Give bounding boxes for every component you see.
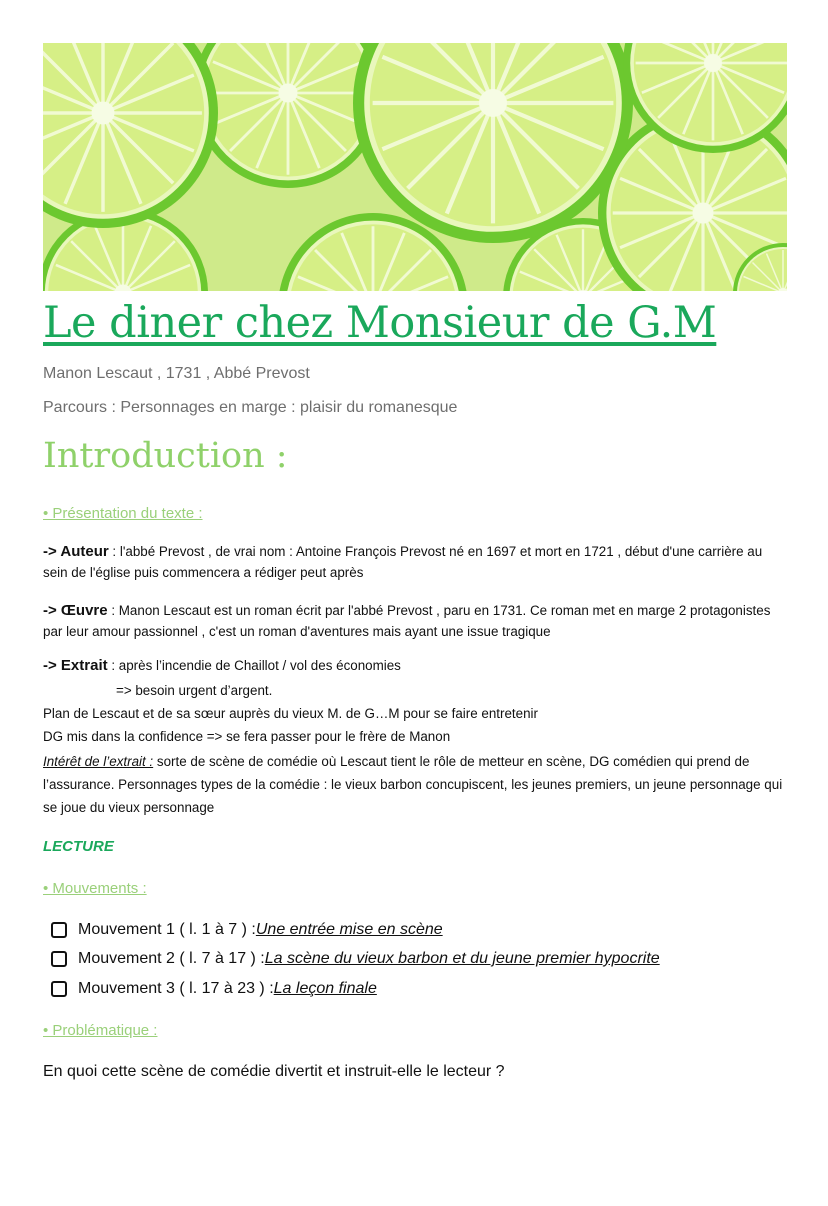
work-subtitle: Manon Lescaut , 1731 , Abbé Prevost — [43, 365, 310, 382]
checkbox-icon[interactable] — [51, 981, 67, 997]
checkbox-icon[interactable] — [51, 922, 67, 938]
interet-text: sorte de scène de comédie où Lescaut tient le rôle de metteur en scène, DG comédien qui prend de l’assurance. Personnages types de la comédie : le vieux barbon concupiscent, les jeunes premiers, un jeune personnage qui se joue du vieux personnage — [43, 754, 783, 815]
auteur-paragraph — [43, 541, 787, 583]
extrait-label: -> Extrait — [43, 657, 108, 674]
lecture-heading: LECTURE — [43, 838, 114, 855]
mouvement-3-label: Mouvement 3 ( l. 17 à 23 ) : — [78, 980, 274, 997]
mouvement-2-label: Mouvement 2 ( l. 7 à 17 ) : — [78, 950, 265, 967]
lime-slices-illustration — [43, 43, 787, 291]
presentation-section-label: • Présentation du texte : — [43, 505, 203, 522]
oeuvre-label: -> Œuvre — [43, 602, 108, 619]
parcours-line: Parcours : Personnages en marge : plaisir du romanesque — [43, 399, 458, 416]
extrait-plan: Plan de Lescaut et de sa sœur auprès du vieux M. de G…M pour se faire entretenir — [43, 706, 538, 721]
extrait-confidence: DG mis dans la confidence => se fera passer pour le frère de Manon — [43, 729, 451, 744]
auteur-label: -> Auteur — [43, 543, 109, 560]
problematique-section-label: • Problématique : — [43, 1022, 158, 1039]
interet-paragraph — [43, 750, 787, 819]
extrait-consequence: => besoin urgent d’argent. — [116, 683, 273, 698]
interet-label: Intérêt de l’extrait : — [43, 754, 154, 769]
problematique-question: En quoi cette scène de comédie divertit et instruit-elle le lecteur ? — [43, 1063, 505, 1080]
mouvement-2-item — [51, 950, 660, 968]
mouvement-1-label: Mouvement 1 ( l. 1 à 7 ) : — [78, 921, 256, 938]
mouvement-1-item — [51, 921, 443, 939]
mouvement-2-title: La scène du vieux barbon et du jeune premier hypocrite — [264, 950, 660, 967]
extrait-text: : après l’incendie de Chaillot / vol des économies — [107, 658, 401, 673]
oeuvre-paragraph — [43, 600, 787, 642]
checkbox-icon[interactable] — [51, 951, 67, 967]
oeuvre-text: : Manon Lescaut est un roman écrit par l'abbé Prevost , paru en 1731. Ce roman met en marge 2 protagonistes par leur amour passionnel , c'est un roman d'aventures mais ayant une issue tragique — [43, 603, 771, 639]
auteur-text: : l'abbé Prevost , de vrai nom : Antoine François Prevost né en 1697 et mort en 1721 , début d'une carrière au sein de l'église puis commencera a rédiger peut après — [43, 544, 763, 580]
mouvement-1-title: Une entrée mise en scène — [255, 921, 443, 938]
mouvement-3-item — [51, 980, 377, 998]
lime-banner-image — [43, 43, 787, 291]
introduction-heading: Introduction : — [43, 436, 288, 476]
mouvement-3-title: La leçon finale — [273, 980, 377, 997]
mouvements-section-label: • Mouvements : — [43, 880, 147, 897]
document-title: Le diner chez Monsieur de G.M — [43, 298, 717, 348]
extrait-line — [43, 657, 401, 674]
